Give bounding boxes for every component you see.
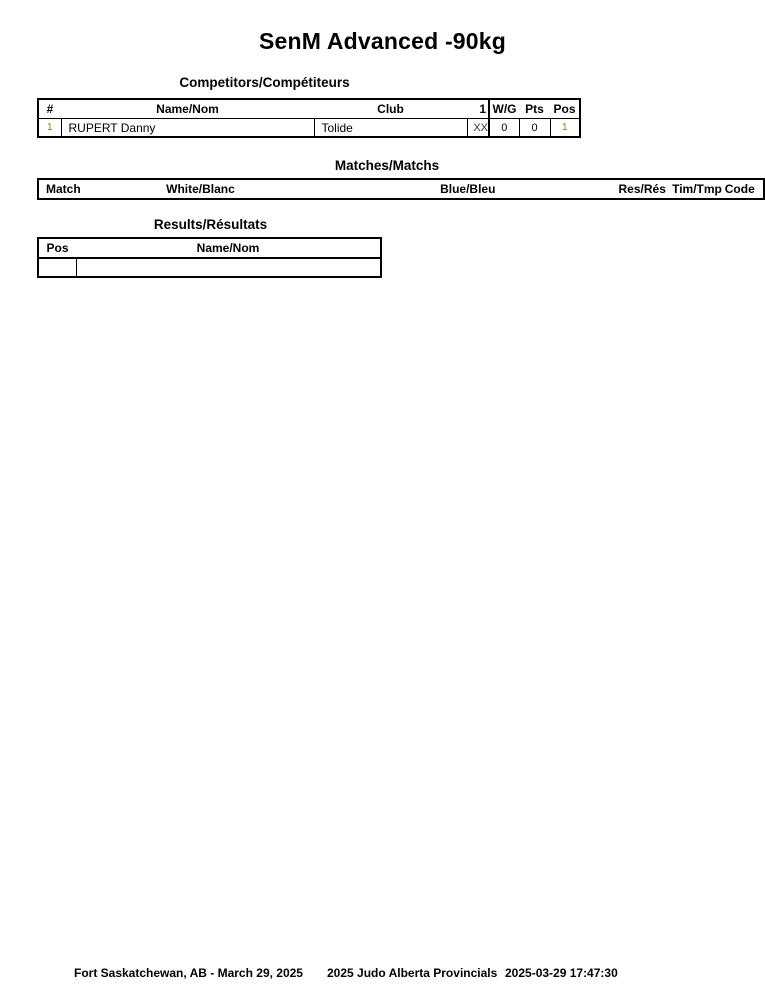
page-title: SenM Advanced -90kg (258, 28, 507, 54)
table-header-row (38, 99, 580, 119)
competitor-number: 1 (38, 119, 61, 138)
col-header-result: Res/Rés (618, 182, 666, 196)
matches-table (37, 178, 765, 200)
col-header-pts: Pts (519, 99, 550, 119)
col-header-blue: Blue/Bleu (440, 182, 496, 196)
footer-location: Fort Saskatchewan, AB - March 29, 2025 (74, 966, 303, 980)
col-header-code: Code (724, 182, 755, 196)
col-header-pos: Pos (38, 238, 76, 258)
competitor-pts: 0 (519, 119, 550, 138)
result-name (76, 258, 381, 277)
col-header-club: Club (314, 99, 467, 119)
col-header-time: Tim/Tmp (672, 182, 722, 196)
competitor-pos: 1 (550, 119, 580, 138)
competitors-heading: Competitors/Compétiteurs (179, 75, 350, 90)
col-header-pos: Pos (550, 99, 580, 119)
matches-heading: Matches/Matchs (334, 158, 440, 173)
footer-event: 2025 Judo Alberta Provincials (327, 966, 498, 980)
col-header-wg: W/G (489, 99, 519, 119)
table-header-row (38, 179, 764, 199)
results-heading: Results/Résultats (153, 217, 268, 232)
table-row (38, 258, 381, 277)
competitor-club: Tolide (314, 119, 467, 138)
footer-timestamp: 2025-03-29 17:47:30 (505, 966, 618, 980)
result-pos (38, 258, 76, 277)
competitor-wg: 0 (489, 119, 519, 138)
self-match-cell: XX (467, 119, 489, 138)
competitors-table (37, 98, 581, 138)
table-row (38, 119, 580, 138)
col-header-num: # (38, 99, 61, 119)
col-header-name: Name/Nom (76, 238, 381, 258)
results-table (37, 237, 382, 278)
table-header-row (38, 238, 381, 258)
col-header-match: Match (46, 182, 81, 196)
col-header-name: Name/Nom (61, 99, 314, 119)
competitor-name: RUPERT Danny (61, 119, 314, 138)
col-header-white: White/Blanc (166, 182, 235, 196)
col-header-1: 1 (467, 99, 489, 119)
